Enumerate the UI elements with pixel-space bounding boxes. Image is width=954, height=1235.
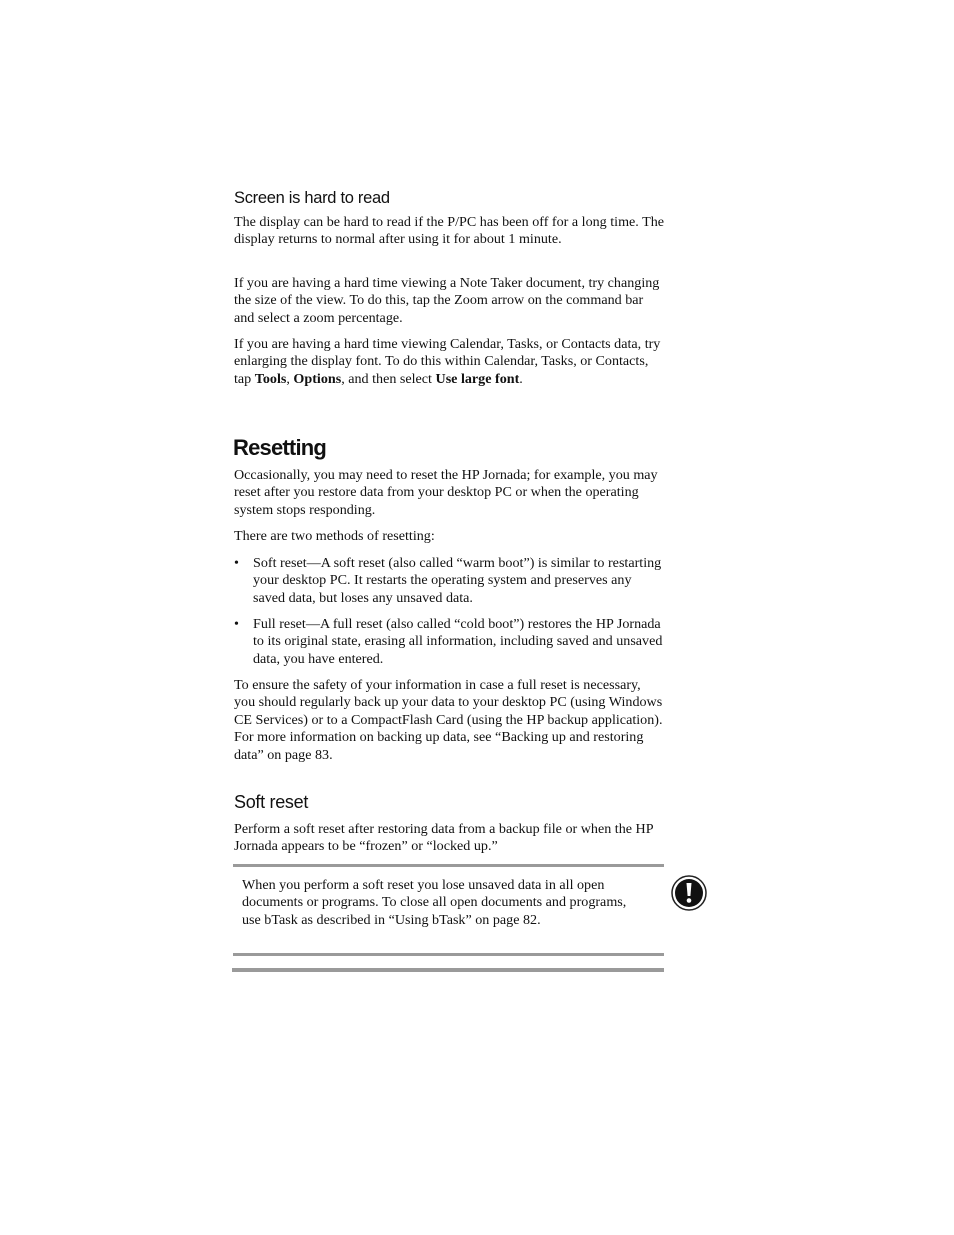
paragraph-note-taker-zoom: If you are having a hard time viewing a Note Taker document, try changing the size of the view. To do this, tap the Zoom arrow on the command bar and select a zoom percentage.: [234, 275, 660, 326]
list-item-text: Soft reset—A soft reset (also called “warm boot”) is similar to restarting your desktop PC. It restarts the operating system and preserves any saved data, but loses any unsaved data.: [253, 555, 662, 606]
paragraph-two-methods: There are two methods of resetting:: [234, 528, 435, 544]
warning-note-text: When you perform a soft reset you lose unsaved data in all open documents or programs. To close all open documents and programs, use bTask as described in “Using bTask” on page 82.: [242, 877, 627, 928]
paragraph-large-font: [234, 336, 664, 388]
note-top-rule: [233, 864, 664, 867]
text-run: .: [519, 370, 523, 387]
text-run: If you are having a hard time viewing Calendar, Tasks, or Contacts data, try enlarging the display font. To do this within Calendar, Tasks, or Contacts, tap: [234, 336, 661, 387]
menu-term-tools: Tools: [254, 370, 287, 387]
heading-soft-reset: Soft reset: [234, 792, 309, 812]
paragraph-display-hard-to-read: The display can be hard to read if the P/PC has been off for a long time. The display returns to normal after using it for about 1 minute.: [234, 214, 665, 248]
menu-term-use-large-font: Use large font: [435, 370, 520, 387]
note-bottom-rule: [233, 953, 664, 956]
warning-icon: [670, 874, 708, 912]
text-run: ,: [286, 370, 294, 387]
bullet-marker: •: [234, 555, 239, 571]
paragraph-reset-intro: Occasionally, you may need to reset the HP Jornada; for example, you may reset after you restore data from your desktop PC or when the operating system stops responding.: [234, 467, 658, 518]
list-item-text: Full reset—A full reset (also called “cold boot”) restores the HP Jornada to its original state, erasing all information, including saved and unsaved data, you have entered.: [253, 616, 663, 667]
section-end-rule: [232, 968, 664, 972]
heading-screen-hard-to-read: Screen is hard to read: [234, 189, 390, 207]
paragraph-backup-advice: To ensure the safety of your information in case a full reset is necessary, you should regularly back up your data to your desktop PC (using Windows CE Services) or to a CompactFlash Card (using the HP backup application). For more information on backing up data, see “Backing up and restoring data” on page 83.: [234, 677, 663, 763]
heading-resetting: Resetting: [233, 435, 327, 460]
text-run: , and then select: [341, 370, 436, 387]
bullet-marker: •: [234, 616, 239, 632]
paragraph-soft-reset-when: Perform a soft reset after restoring data from a backup file or when the HP Jornada appears to be “frozen” or “locked up.”: [234, 821, 654, 855]
menu-term-options: Options: [293, 370, 342, 387]
